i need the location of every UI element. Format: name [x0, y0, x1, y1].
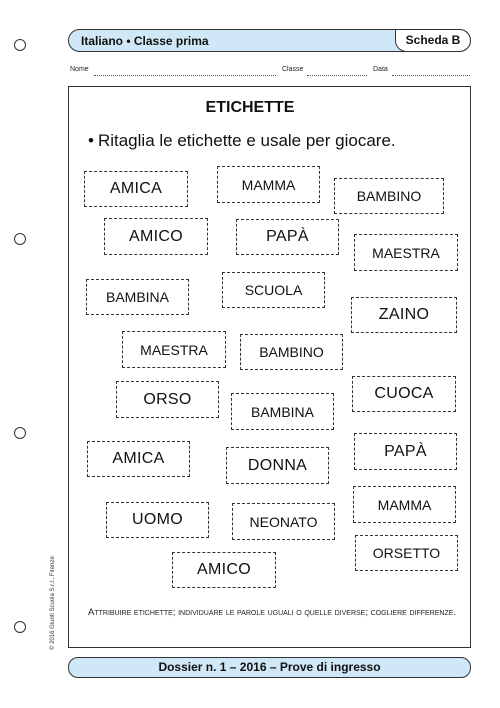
label-bambino[interactable]: BAMBINO — [334, 178, 444, 214]
worksheet-title: ETICHETTE — [205, 99, 295, 116]
date-field[interactable] — [392, 75, 470, 76]
instruction-text: Ritaglia le etichette e usale per giocare. — [97, 131, 396, 150]
label-maestra-2[interactable]: MAESTRA — [122, 331, 226, 368]
label-scuola[interactable]: SCUOLA — [222, 272, 325, 308]
subject-label: Italiano • Classe prima — [81, 34, 209, 48]
label-bambino-2[interactable]: BAMBINO — [240, 334, 343, 370]
label-amico[interactable]: AMICO — [104, 218, 208, 255]
label-orsetto[interactable]: ORSETTO — [355, 535, 458, 571]
label-cuoca[interactable]: CUOCA — [352, 376, 456, 412]
label-papa-2[interactable]: PAPÀ — [354, 433, 457, 470]
binder-hole-upper — [14, 233, 26, 245]
copyright-notice: © 2016 Giunti Scuola S.r.l., Firenze — [50, 556, 56, 650]
date-label: Data — [373, 66, 388, 73]
label-mamma-2[interactable]: MAMMA — [353, 486, 456, 523]
footnote: Attribuire etichette; individuare le parole uguali o quelle diverse; cogliere differenze. — [88, 607, 457, 618]
header-bar — [68, 29, 471, 52]
label-amica[interactable]: AMICA — [84, 171, 188, 207]
label-amico-2[interactable]: AMICO — [172, 552, 276, 588]
binder-hole-bottom — [14, 621, 26, 633]
label-bambina[interactable]: BAMBINA — [86, 279, 189, 315]
label-amica-2[interactable]: AMICA — [87, 441, 190, 477]
class-label: Classe — [282, 66, 304, 73]
label-zaino[interactable]: ZAINO — [351, 297, 457, 333]
class-field[interactable] — [307, 75, 367, 76]
instruction — [88, 131, 396, 151]
label-donna[interactable]: DONNA — [226, 447, 329, 484]
label-maestra[interactable]: MAESTRA — [354, 234, 458, 271]
label-papa[interactable]: PAPÀ — [236, 219, 339, 255]
name-label: Nome — [70, 66, 89, 73]
sheet-tab: Scheda B — [395, 29, 471, 52]
label-orso[interactable]: ORSO — [116, 381, 219, 418]
binder-hole-lower — [14, 427, 26, 439]
label-mamma[interactable]: MAMMA — [217, 166, 320, 203]
name-field[interactable] — [94, 75, 276, 76]
label-uomo[interactable]: UOMO — [106, 502, 209, 538]
footer-bar: Dossier n. 1 – 2016 – Prove di ingresso — [68, 657, 471, 678]
label-neonato[interactable]: NEONATO — [232, 503, 335, 540]
label-bambina-2[interactable]: BAMBINA — [231, 393, 334, 430]
bullet-icon: • — [88, 131, 94, 150]
binder-hole-top — [14, 39, 26, 51]
